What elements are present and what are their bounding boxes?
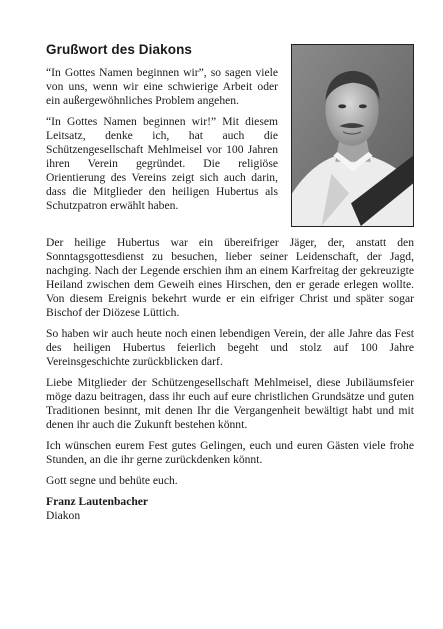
portrait-photo — [291, 44, 414, 227]
page-title: Grußwort des Diakons — [46, 42, 193, 57]
body-text — [46, 236, 414, 523]
portrait-image — [292, 45, 413, 226]
signature-role: Diakon — [46, 509, 81, 522]
paragraph: “In Gottes Namen beginnen wir”, so sagen viele von uns, wenn wir eine schwierige Arbeit oder ein außergewöhnliches Problem angehen. — [46, 66, 278, 107]
signature-name: Franz Lautenbacher — [46, 495, 149, 508]
paragraph: “In Gottes Namen beginnen wir!” Mit diesem Leitsatz, denke ich, hat auch die Schützengesellschaft Mehlmeisel vor 100 Jahren ihren Verein gegründet. Die religiöse Orientierung des Vereins zeigt sich auch darin, dass die Mitglieder den heiligen Hubertus als Schutzpatron erwählt haben. — [46, 115, 278, 212]
paragraph: Gott segne und behüte euch. — [46, 474, 178, 487]
intro-text — [46, 66, 278, 220]
paragraph: Der heilige Hubertus war ein übereifriger Jäger, der, anstatt den Sonntagsgottesdienst zu besuchen, lieber seiner Leidenschaft, der Jagd, nachging. Nach der Legende erschien ihm an einem Karfreitag der gekreuzigte Heiland zwischen dem Geweih eines Hirschen, den er gerade erlegen wollte. Von diesem Ereignis bekehrt wurde er ein eifriger Christ und später sogar Bischof der Diözese Lüttich. — [46, 236, 414, 319]
paragraph: Liebe Mitglieder der Schützengesellschaft Mehlmeisel, diese Jubiläumsfeier möge dazu beitragen, dass ihr euch auf eure christlichen Grundsätze und guten Traditionen besinnt, mit denen Ihr die Vergangenheit bewältigt habt und mit denen ihr auch die Zukunft bestehen könnt. — [46, 376, 414, 431]
paragraph: So haben wir auch heute noch einen lebendigen Verein, der alle Jahre das Fest des heiligen Hubertus feierlich begeht und stolz auf 100 Jahre Vereinsgeschichte zurückblicken darf. — [46, 327, 414, 368]
paragraph: Ich wünschen eurem Fest gutes Gelingen, euch und euren Gästen viele frohe Stunden, an die ihr gerne zurückdenken könnt. — [46, 439, 414, 466]
signature — [46, 495, 414, 523]
